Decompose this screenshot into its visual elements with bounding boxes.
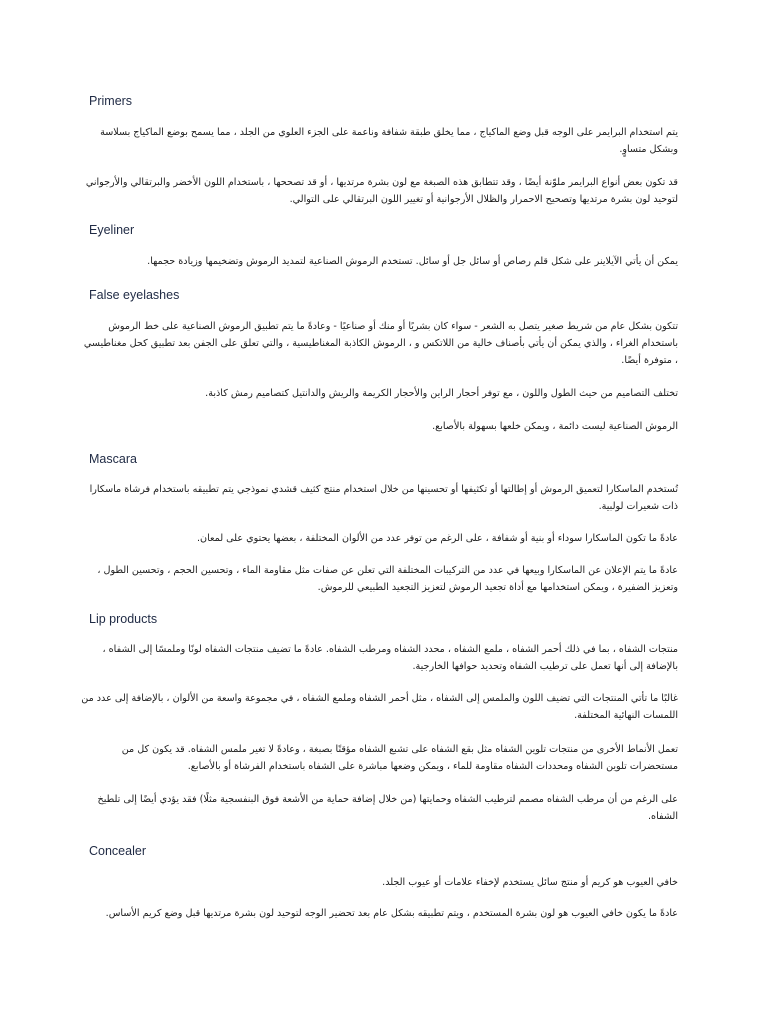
concealer-paragraph-2: عادةً ما يكون خافي العيوب هو لون بشرة المستخدم ، ويتم تطبيقه بشكل عام بعد تحضير الوجه لتوحيد لون بشرة مرتديها قبل وضع كريم الأساس. (105, 908, 678, 919)
false-eyelashes-paragraph-3: الرموش الصناعية ليست دائمة ، ويمكن خلعها بسهولة بالأصابع. (432, 421, 678, 432)
false-eyelashes-paragraph-1: تتكون بشكل عام من شريط صغير يتصل به الشعر - سواء كان بشريًا أو منك أو صناعيًا - وعادةً ما يتم تطبيق الرموش الصناعية على خط الرموش باستخدام الغراء ، والذي يمكن أن يأتي بأصناف خالية من اللاتكس و ، الرموش الكاذبة المغناطيسية ، والتي تعلق على الجفن بعد تطبيق كحل مغناطيسي ، متوفرة أيضًا. (83, 321, 678, 366)
mascara-paragraph-3: عادةً ما يتم الإعلان عن الماسكارا وبيعها في عدد من التركيبات المختلفة التي تعلن عن صفات مثل مقاومة الماء ، وتحسين الحجم ، وتحسين الطول ، وتعزيز الضفيرة ، ويمكن استخدامها مع أداة تجعيد الرموش لتعزيز التجعيد الطبيعي للرموش. (97, 565, 678, 593)
false-eyelashes-paragraph-2: تختلف التصاميم من حيث الطول واللون ، مع توفر أحجار الراين والأحجار الكريمة والريش والدانتيل كتصاميم رمش كاذبة. (205, 388, 678, 399)
primers-paragraph-2: قد تكون بعض أنواع البرايمر ملوّنة أيضًا ، وقد تتطابق هذه الصبغة مع لون بشرة مرتديها ، أو قد تصححها ، باستخدام اللون الأخضر والبرتقالي والأرجواني لتوحيد لون بشرة مرتديها وتصحيح الاحمرار والظلال الأرجوانية أو تغيير اللون البرتقالي على التوالي. (85, 177, 678, 205)
mascara-paragraph-2: عادةً ما تكون الماسكارا سوداء أو بنية أو شفافة ، على الرغم من توفر عدد من الألوان المختلفة ، بعضها يحتوي على لمعان. (197, 533, 678, 544)
lip-products-paragraph-2: غالبًا ما تأتي المنتجات التي تضيف اللون والملمس إلى الشفاه ، مثل أحمر الشفاه وملمع الشفاه ، في مجموعة واسعة من الألوان ، بالإضافة إلى عدد من اللمسات النهائية المختلفة. (81, 693, 678, 721)
eyeliner-paragraph-1: يمكن أن يأتي الآيلاينر على شكل قلم رصاص أو سائل جل أو سائل. تستخدم الرموش الصناعية لتمديد الرموش وتضخيمها وزيادة حجمها. (147, 256, 678, 267)
section-heading-mascara: Mascara (89, 452, 137, 466)
lip-products-paragraph-3: تعمل الأنماط الأخرى من منتجات تلوين الشفاه مثل بقع الشفاه على تشبع الشفاه مؤقتًا بصبغة ، وعادةً لا تغير ملمس الشفاه. قد يكون كل من مستحضرات تلوين الشفاه ومحددات الشفاه مقاومة للماء ، ويمكن وضعها مباشرة على الشفاه باستخدام الفرشاة أو بالأصابع. (121, 744, 678, 772)
section-heading-false-eyelashes: False eyelashes (89, 288, 180, 302)
section-heading-concealer: Concealer (89, 844, 146, 858)
lip-products-paragraph-4: على الرغم من أن مرطب الشفاه مصمم لترطيب الشفاه وحمايتها (من خلال إضافة حماية من الأشعة فوق البنفسجية مثلًا) فقد يؤدي أيضًا إلى تلطيخ الشفاه. (97, 794, 678, 822)
lip-products-paragraph-1: منتجات الشفاه ، بما في ذلك أحمر الشفاه ، ملمع الشفاه ، محدد الشفاه ومرطب الشفاه. عادةً ما تضيف منتجات الشفاه لونًا وملمسًا إلى الشفاه ، بالإضافة إلى أنها تعمل على ترطيب الشفاه وتحديد حوافها الخارجية. (102, 644, 678, 672)
section-heading-primers: Primers (89, 94, 133, 108)
mascara-paragraph-1: تُستخدم الماسكارا لتعميق الرموش أو إطالتها أو تكثيفها أو تحسينها من خلال استخدام منتج كثيف قشدي نموذجي يتم تطبيقه باستخدام فرشاة ماسكارا ذات شعيرات لولبية. (89, 484, 678, 512)
primers-paragraph-1: يتم استخدام البرايمر على الوجه قبل وضع الماكياج ، مما يخلق طبقة شفافة وناعمة على الجزء العلوي من الجلد ، مما يسمح بوضع الماكياج بسلاسة وبشكل متساوٍ. (100, 127, 678, 155)
concealer-paragraph-1: خافي العيوب هو كريم أو منتج سائل يستخدم لإخفاء علامات أو عيوب الجلد. (382, 877, 678, 888)
section-heading-eyeliner: Eyeliner (89, 223, 135, 237)
section-heading-lip-products: Lip products (89, 612, 158, 626)
